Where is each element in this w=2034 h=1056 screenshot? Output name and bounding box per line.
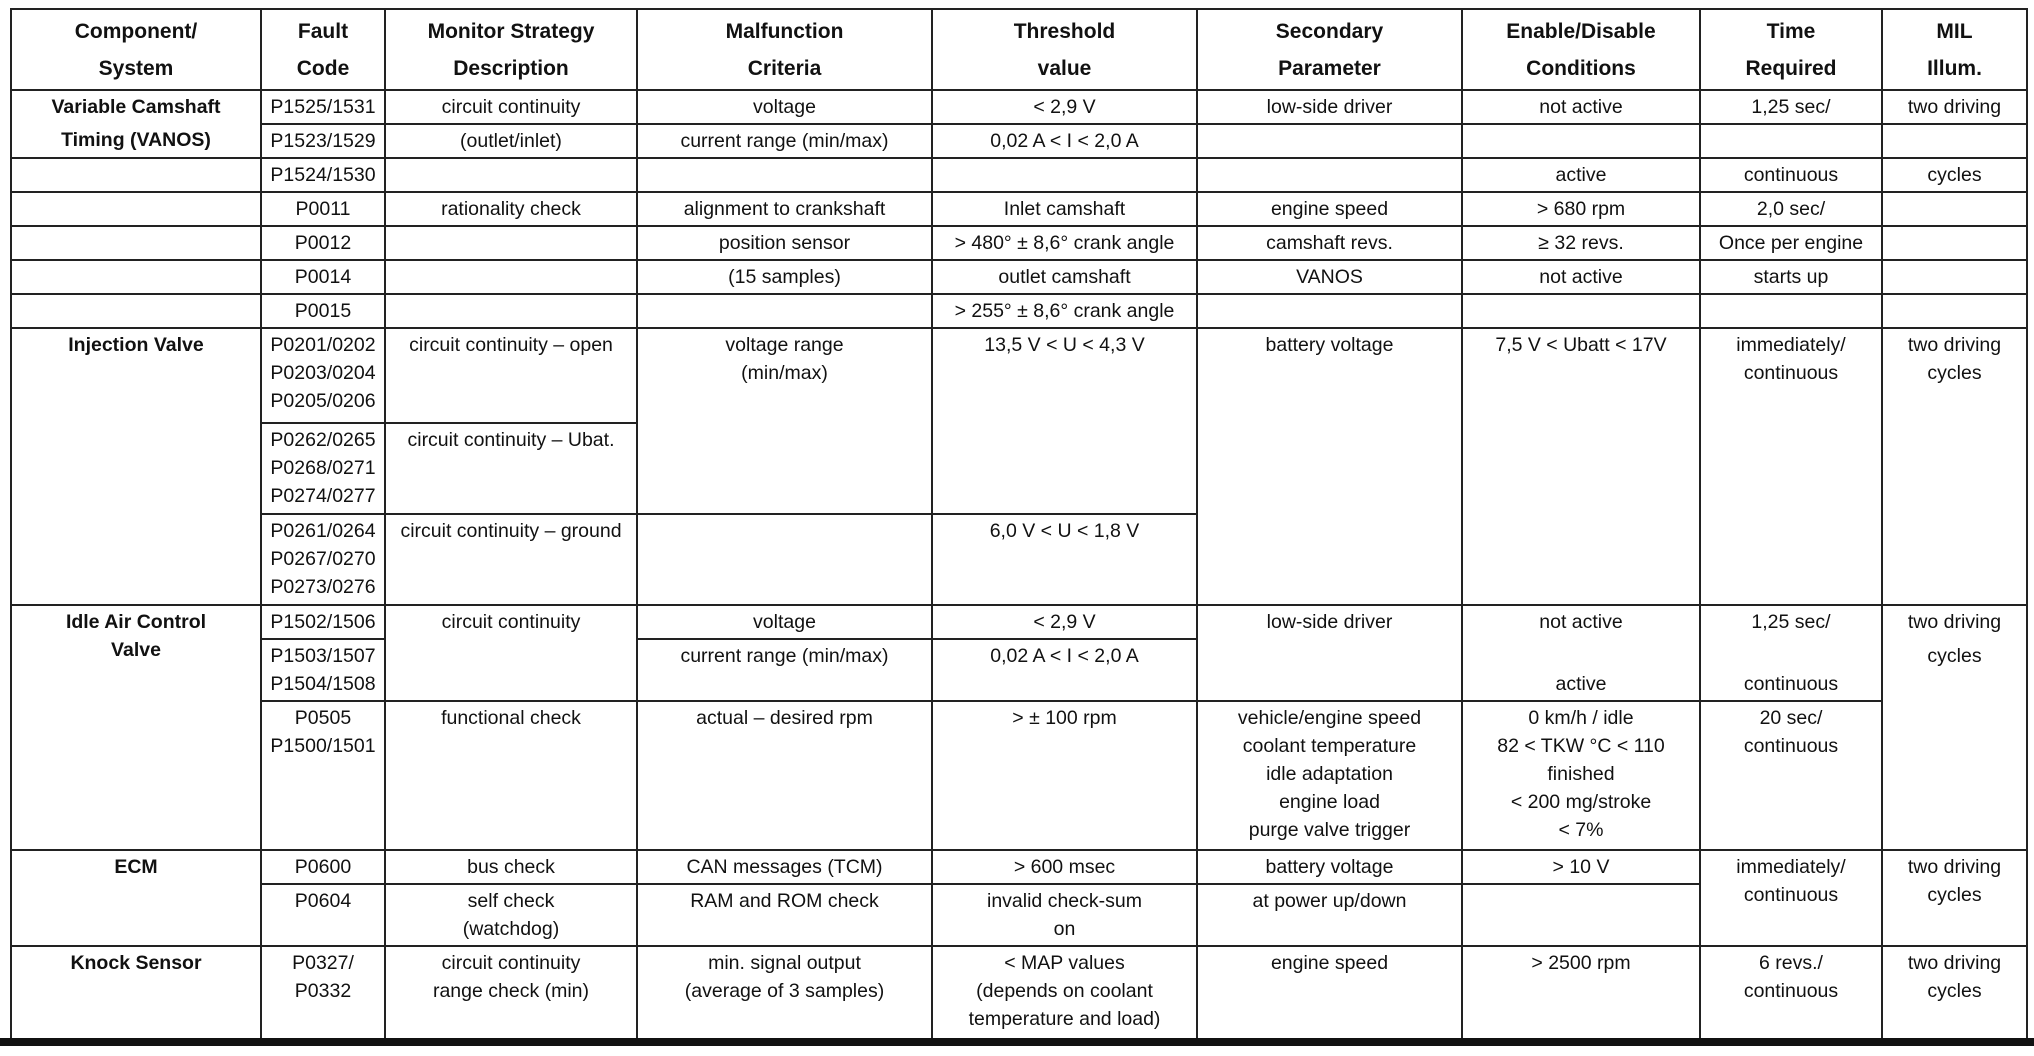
monitor-cell: circuit continuity: [385, 605, 637, 701]
criteria-cell: RAM and ROM check: [637, 884, 932, 946]
fault-code: P1523/1529: [261, 124, 385, 158]
header-secondary-parameter: Secondary Parameter: [1197, 9, 1462, 90]
enable-cell: ≥ 32 revs.: [1462, 226, 1700, 260]
monitor-cell: circuit continuity – ground: [385, 514, 637, 605]
table-row: [11, 158, 2027, 192]
secondary-cell: VANOS: [1197, 260, 1462, 294]
table-row: [11, 226, 2027, 260]
component-cell: Knock Sensor: [11, 946, 261, 1040]
fault-code: P0604: [261, 884, 385, 946]
table-row: [11, 124, 2027, 158]
threshold-cell: 0,02 A < I < 2,0 A: [932, 639, 1197, 701]
mil-cell: [1882, 294, 2027, 328]
criteria-cell: current range (min/max): [637, 639, 932, 701]
threshold-cell: > ± 100 rpm: [932, 701, 1197, 850]
fault-code: P0015: [261, 294, 385, 328]
monitor-cell: circuit continuity – Ubat.: [385, 423, 637, 514]
table-row: [11, 850, 2027, 884]
table-row: [11, 639, 2027, 701]
secondary-cell: camshaft revs.: [1197, 226, 1462, 260]
time-cell: 1,25 sec/: [1700, 90, 1882, 124]
monitor-cell: self check (watchdog): [385, 884, 637, 946]
fault-code: P0011: [261, 192, 385, 226]
secondary-cell: low-side driver: [1197, 605, 1462, 701]
component-cell: [11, 260, 261, 294]
enable-cell: 7,5 V < Ubatt < 17V: [1462, 328, 1700, 605]
fault-code: P0014: [261, 260, 385, 294]
time-cell: immediately/ continuous: [1700, 850, 1882, 946]
secondary-cell: vehicle/engine speed coolant temperature idle adaptation engine load purge valve trigger: [1197, 701, 1462, 850]
criteria-cell: [637, 158, 932, 192]
fault-code: P1525/1531: [261, 90, 385, 124]
mil-cell: two driving cycles: [1882, 328, 2027, 605]
threshold-cell: 0,02 A < I < 2,0 A: [932, 124, 1197, 158]
time-cell: continuous: [1700, 639, 1882, 701]
table-row: [11, 328, 2027, 423]
threshold-cell: < 2,9 V: [932, 90, 1197, 124]
table-row: [11, 90, 2027, 124]
time-cell: continuous: [1700, 158, 1882, 192]
enable-cell: [1462, 294, 1700, 328]
component-cell: Idle Air Control Valve: [11, 605, 261, 850]
time-cell: 20 sec/ continuous: [1700, 701, 1882, 850]
fault-code: P0201/0202 P0203/0204 P0205/0206: [261, 328, 385, 423]
header-fault-code: Fault Code: [261, 9, 385, 90]
monitor-cell: circuit continuity range check (min): [385, 946, 637, 1040]
criteria-cell: voltage: [637, 605, 932, 639]
header-mil-illum: MIL Illum.: [1882, 9, 2027, 90]
fault-code: P0327/ P0332: [261, 946, 385, 1040]
header-component: Component/ System: [11, 9, 261, 90]
time-cell: [1700, 124, 1882, 158]
component-cell: [11, 192, 261, 226]
secondary-cell: [1197, 158, 1462, 192]
header-monitor-strategy: Monitor Strategy Description: [385, 9, 637, 90]
header-time-required: Time Required: [1700, 9, 1882, 90]
monitor-cell: bus check: [385, 850, 637, 884]
threshold-cell: < 2,9 V: [932, 605, 1197, 639]
component-cell: ECM: [11, 850, 261, 946]
header-row: [11, 9, 2027, 90]
enable-cell: 0 km/h / idle 82 < TKW °C < 110 finished < 200 mg/stroke < 7%: [1462, 701, 1700, 850]
monitor-cell: circuit continuity – open: [385, 328, 637, 423]
criteria-cell: current range (min/max): [637, 124, 932, 158]
threshold-cell: Inlet camshaft: [932, 192, 1197, 226]
mil-cell: two driving: [1882, 90, 2027, 124]
monitor-cell: (outlet/inlet): [385, 124, 637, 158]
component-cell: Timing (VANOS): [11, 124, 261, 158]
table-row: [11, 192, 2027, 226]
secondary-cell: engine speed: [1197, 192, 1462, 226]
enable-cell: not active: [1462, 605, 1700, 639]
secondary-cell: battery voltage: [1197, 850, 1462, 884]
criteria-cell: (15 samples): [637, 260, 932, 294]
enable-cell: > 10 V: [1462, 850, 1700, 884]
secondary-cell: [1197, 294, 1462, 328]
enable-cell: not active: [1462, 260, 1700, 294]
criteria-cell: actual – desired rpm: [637, 701, 932, 850]
criteria-cell: [637, 294, 932, 328]
threshold-cell: [932, 158, 1197, 192]
enable-cell: > 2500 rpm: [1462, 946, 1700, 1040]
threshold-cell: > 600 msec: [932, 850, 1197, 884]
threshold-cell: > 480° ± 8,6° crank angle: [932, 226, 1197, 260]
header-threshold-value: Threshold value: [932, 9, 1197, 90]
monitor-cell: rationality check: [385, 192, 637, 226]
component-cell: Injection Valve: [11, 328, 261, 605]
secondary-cell: engine speed: [1197, 946, 1462, 1040]
fault-code: P1524/1530: [261, 158, 385, 192]
page-bottom-rule: [0, 1038, 2034, 1046]
obd-monitor-table: [10, 8, 2028, 1041]
mil-cell: cycles: [1882, 158, 2027, 192]
threshold-cell: invalid check-sum on: [932, 884, 1197, 946]
table-row: [11, 946, 2027, 1040]
criteria-cell: voltage range (min/max): [637, 328, 932, 514]
fault-code: P0262/0265 P0268/0271 P0274/0277: [261, 423, 385, 514]
time-cell: starts up: [1700, 260, 1882, 294]
enable-cell: > 680 rpm: [1462, 192, 1700, 226]
criteria-cell: position sensor: [637, 226, 932, 260]
mil-cell: [1882, 226, 2027, 260]
criteria-cell: min. signal output (average of 3 samples): [637, 946, 932, 1040]
fault-code: P1502/1506: [261, 605, 385, 639]
monitor-cell: [385, 226, 637, 260]
monitor-cell: circuit continuity: [385, 90, 637, 124]
enable-cell: active: [1462, 158, 1700, 192]
fault-code: P0505 P1500/1501: [261, 701, 385, 850]
secondary-cell: [1197, 124, 1462, 158]
time-cell: [1700, 294, 1882, 328]
component-cell: [11, 294, 261, 328]
criteria-cell: CAN messages (TCM): [637, 850, 932, 884]
time-cell: 2,0 sec/: [1700, 192, 1882, 226]
table-row: [11, 260, 2027, 294]
component-cell: [11, 226, 261, 260]
monitor-cell: functional check: [385, 701, 637, 850]
enable-cell: active: [1462, 639, 1700, 701]
enable-cell: not active: [1462, 90, 1700, 124]
monitor-cell: [385, 158, 637, 192]
threshold-cell: > 255° ± 8,6° crank angle: [932, 294, 1197, 328]
time-cell: Once per engine: [1700, 226, 1882, 260]
secondary-cell: at power up/down: [1197, 884, 1462, 946]
time-cell: 6 revs./ continuous: [1700, 946, 1882, 1040]
mil-cell: two driving cycles: [1882, 946, 2027, 1040]
table-row: [11, 605, 2027, 639]
threshold-cell: < MAP values (depends on coolant temperature and load): [932, 946, 1197, 1040]
table-row: [11, 294, 2027, 328]
mil-cell: two driving cycles: [1882, 605, 2027, 850]
component-cell: Variable Camshaft: [11, 90, 261, 124]
header-enable-conditions: Enable/Disable Conditions: [1462, 9, 1700, 90]
table-row: [11, 701, 2027, 850]
monitor-cell: [385, 260, 637, 294]
fault-code: P0012: [261, 226, 385, 260]
time-cell: immediately/ continuous: [1700, 328, 1882, 605]
mil-cell: [1882, 192, 2027, 226]
monitor-cell: [385, 294, 637, 328]
criteria-cell: [637, 514, 932, 605]
fault-code: P0600: [261, 850, 385, 884]
time-cell: 1,25 sec/: [1700, 605, 1882, 639]
fault-code: P0261/0264 P0267/0270 P0273/0276: [261, 514, 385, 605]
criteria-cell: voltage: [637, 90, 932, 124]
enable-cell: [1462, 124, 1700, 158]
mil-cell: [1882, 124, 2027, 158]
header-malfunction-criteria: Malfunction Criteria: [637, 9, 932, 90]
mil-cell: [1882, 260, 2027, 294]
enable-cell: [1462, 884, 1700, 946]
component-cell: [11, 158, 261, 192]
secondary-cell: battery voltage: [1197, 328, 1462, 605]
fault-code: P1503/1507 P1504/1508: [261, 639, 385, 701]
mil-cell: two driving cycles: [1882, 850, 2027, 946]
threshold-cell: 6,0 V < U < 1,8 V: [932, 514, 1197, 605]
criteria-cell: alignment to crankshaft: [637, 192, 932, 226]
threshold-cell: 13,5 V < U < 4,3 V: [932, 328, 1197, 514]
secondary-cell: low-side driver: [1197, 90, 1462, 124]
threshold-cell: outlet camshaft: [932, 260, 1197, 294]
